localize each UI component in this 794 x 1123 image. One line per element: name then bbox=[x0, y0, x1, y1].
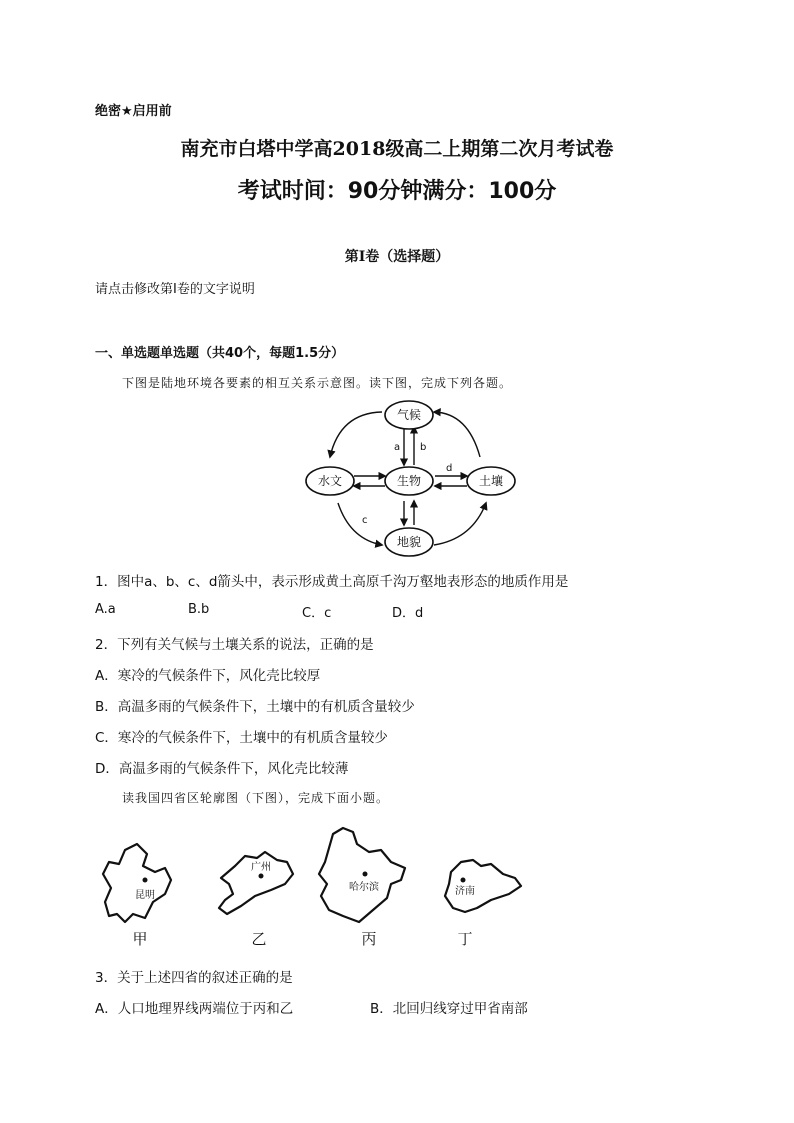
question-intro: 下图是陆地环境各要素的相互关系示意图。读下图，完成下列各题。 bbox=[122, 376, 513, 390]
q1-option-d: D．d bbox=[392, 606, 424, 621]
cycle-arrow-bottom-right bbox=[434, 503, 486, 545]
exam-subtitle: 考试时间：90分钟满分：100分 bbox=[237, 179, 557, 204]
province-maps bbox=[95, 822, 535, 952]
label-c: c bbox=[362, 515, 368, 526]
node-soil: 土壤 bbox=[478, 474, 504, 488]
q2-option-c: C．寒冷的气候条件下，土壤中的有机质含量较少 bbox=[95, 730, 388, 746]
q3-option-b: B．北回归线穿过甲省南部 bbox=[370, 1001, 528, 1017]
volume-note: 请点击修改第I卷的文字说明 bbox=[95, 282, 255, 297]
exam-title: 南充市白塔中学高2018级高二上期第二次月考试卷 bbox=[180, 138, 614, 160]
volume-heading: 第I卷（选择题） bbox=[344, 249, 450, 265]
q1-option-b: B.b bbox=[188, 602, 210, 617]
map-label-yi: 乙 bbox=[251, 930, 267, 948]
map-city-kunming: 昆明 bbox=[135, 890, 155, 901]
map-city-jinan: 济南 bbox=[455, 886, 475, 897]
cycle-arrow-top-left bbox=[330, 412, 382, 457]
question-3-stem: 3．关于上述四省的叙述正确的是 bbox=[95, 970, 293, 986]
q1-option-a: A.a bbox=[95, 602, 116, 617]
label-a: a bbox=[394, 442, 401, 453]
node-hydrology: 水文 bbox=[317, 474, 343, 488]
label-d: d bbox=[446, 463, 453, 474]
section-heading: 一、单选题单选题（共40个，每题1.5分） bbox=[95, 346, 345, 361]
question-1-stem: 1．图中a、b、c、d箭头中，表示形成黄土高原千沟万壑地表形态的地质作用是 bbox=[95, 574, 569, 590]
cycle-arrow-top-right bbox=[434, 412, 480, 457]
node-biology: 生物 bbox=[396, 474, 422, 488]
node-climate: 气候 bbox=[396, 408, 422, 422]
q3-option-a: A．人口地理界线两端位于丙和乙 bbox=[95, 1001, 294, 1017]
map-outline-yunnan bbox=[103, 844, 171, 922]
map-label-ding: 丁 bbox=[457, 930, 473, 948]
map-city-harbin: 哈尔滨 bbox=[349, 882, 379, 893]
question-2-stem: 2．下列有关气候与土壤关系的说法，正确的是 bbox=[95, 637, 374, 653]
map-city-guangzhou: 广州 bbox=[251, 862, 271, 873]
question-intro-2: 读我国四省区轮廓图（下图），完成下面小题。 bbox=[122, 791, 390, 805]
relationship-diagram bbox=[290, 395, 530, 565]
map-label-jia: 甲 bbox=[132, 930, 148, 948]
q2-option-b: B．高温多雨的气候条件下，土壤中的有机质含量较少 bbox=[95, 699, 415, 715]
capital-dot-guangzhou bbox=[259, 874, 264, 879]
node-landform: 地貌 bbox=[396, 535, 422, 549]
capital-dot-kunming bbox=[143, 878, 148, 883]
label-b: b bbox=[420, 442, 427, 453]
q2-option-a: A．寒冷的气候条件下，风化壳比较厚 bbox=[95, 668, 321, 684]
secret-mark: 绝密★启用前 bbox=[95, 104, 172, 119]
map-outline-heilongjiang bbox=[319, 828, 405, 922]
q2-option-d: D．高温多雨的气候条件下，风化壳比较薄 bbox=[95, 761, 349, 777]
cycle-arrow-bottom-left bbox=[338, 503, 382, 545]
capital-dot-harbin bbox=[363, 872, 368, 877]
q1-option-c: C．c bbox=[302, 606, 332, 621]
capital-dot-jinan bbox=[461, 878, 466, 883]
map-label-bing: 丙 bbox=[361, 930, 377, 948]
